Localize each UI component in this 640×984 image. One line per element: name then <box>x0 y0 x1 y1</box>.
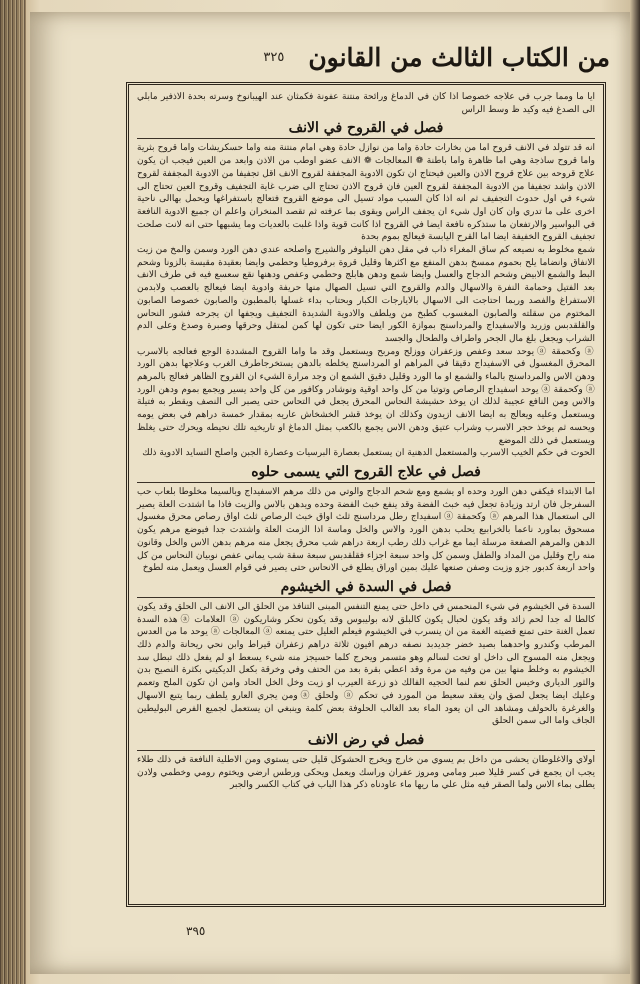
section-body-nasal-obstruction <box>137 601 595 728</box>
paragraph: شمع مخلوط به نصيعه كم ساق المغراء ذاب في مقل دهن النيلوفر والشيرج واصلحه عندي دهن الورد وسمن والمخ من زيت الانفاق وانضاما يلح بحموم ممسخ بدهن المنفع مع اكثرها وقليل قروة برفروطيا وحطمي وايضا بعقيدة مقيسة بالزونا وشحم البط والشمع الابيض وشحم الدجاج والعسل وايضا شمع ودهن هابلج وحطمي وعفص ودهنها نقع سعسع فيه في طرف الانف بعد الفتيل وحمامة النفرة والاسهال والدم والقروح التي تسيل الصهال منها حريفة وادوية ايضا فيعالج بالعصب ولابدمن الاستفراغ والفصد وربما احتاجت الى الاسهال بالايارجات الكبار وبحتاب بداء غسلها بالمطبون والصابون خصوصا الصابون المختوم من سقلته والصابون المغسوب كطبخ من ويلطف والادوية الشديدة التجفيف ويجفها ان يجرحه فشور النحاس والقلقدبس وزريد والاسفيداج والمرداسنج بموازة الكور ايضا حتى تكون لها كمن لمتقل وحرقها وصبرة وصدغ وعلى الدم الشراب ويجعل بلغ مال الجحر واطراف والطحال والجسد <box>137 245 595 344</box>
paragraph: ⓐ وكحمقة ⓐ يوحد سعد وعفص وزعفران ووزلح ومربح ويستعمل وقد ما واما القروح المشددة الوجع فعالجه بالاسرب المحرق المغسول في الاسفيداج دقيقا في المراهم او المرداسنج يخلطه بالدهن يستخرجاطرف الغرب وعلاجها بدهن الورد ودهن الاس والمرداسنج بالماء والشمع او ما الورد وقليل دقيق الشمع ان وجد مرارة الشيء ان القروح الظاهر فعالج بالمرهم ⓐ وكحمقة ⓐ يوحد اسفيداج الرصاص وتوتيا من كل واحد اوقية ونوشادر وكافور من كل واحد يسير ويجمع بموم ودهن الورد والاس ومن النافع عجيبة لذلك ان يوخذ حشيشة النحاس المحرق يجعل في التحاس حتى يصبر الى النصف ويقطر به فتيلة ويستعمل وعليه ويعالج به ايضا الانف ازيدون وكذلك ان يوخذ قشر الخشخاش عاريه بمقدار خمسة دراهم في بعض يومه ويحسه ثم يوخذ حجر الاسرب وشراب عتيق ودهن الاس يجمع بالكعب بمثل الدماغ او تاريخيه تلك نحيطه ويحرك حتى يغلظ ويستعمل في ذلك الموضع <box>137 346 595 446</box>
paragraph: الحوت في حكم الخيب الاسرب والمستعمل الدهنية ان يستعمل بعصارة البرسيات وعصارة الجبن واصلح التسايد الادوية ذلك <box>142 448 595 459</box>
section-body-nose-bruise <box>137 754 595 792</box>
paragraph: اولاي والاغلوطان يحشى من داخل بم يسوي من خارج ويخرج الحشوكل قليل حتى يستوي ومن الاطلية النافعة في ذلك طلاء يجب ان يجمع في كسر قليلا صبر ومامي ومروز عفران وراسك ويعمل ويحكى ورطس ارضي ويختوم رومي وخطمي ولادن يطلى بماء الاس ولما الصقر فيه مثل علي ما ريها ماء عاودناه ذكر هذا الباب في كتاب الكسر والجبر <box>137 754 595 791</box>
section-title-nose-bruise: فصل في رض الانف <box>137 730 595 751</box>
section-title-nasal-obstruction: فصل في السدة في الخيشوم <box>137 577 595 598</box>
footer-page-number: ٣٩٥ <box>186 924 206 938</box>
section-body-ulcer-treatment <box>137 486 595 575</box>
running-title: من الكتاب الثالث من القانون <box>308 42 610 72</box>
paragraph: انه قد تتولد في الانف قروح اما من بخارات حادة واما من نوازل حادة وهي امام منتنة منه واما حسكريشات واما قروح بثرية واما قروح ساذجة وهي اما ظاهرة واما باطنة ❁ المعالجات ❁ الانف عضو اوطب من الاذن وابعد من العين فيجب ان يكون علاج قروحه بين علاج قروح الاذن والعين فيحتاج ان تكون الادوية المجففة لقروح الانف اقل تجفيفا من الادوية المجففة لقروح الاذن واشد تجفيفا من الادوية المجففة لقروح العين فان قروح الاذن تحتاج الى ضرب غاية التجفيف وقروح العين تحتاج الى شيء في اول حدوث التجفيف ثم انه اذا كان السبب مواد تسيل الى موضع القروح فتعالج باستفراغها وبحمل بهاالى ناحية اخرى على ما تدري وان كان اول شيء ان يجفف الراس ويقوى بما عرفته ثم تقصد المنخران واعلم ان جميع الادوية النافعة في البواسير والارتفعان ما ستذكره نافعة ايضا في القروح اذا كانت قوية واذا غلبت بالعديات وما يشبهها حتى انه لانت صلحت تجفيف القروح الخفيفة ايضا اما القرح اليابسة فيعالج بموم بحدة <box>137 143 595 243</box>
book-page-edges <box>0 0 26 984</box>
page-header <box>110 34 610 80</box>
paragraph: ايا ما ومما جرب في علاجه خصوصا اذا كان في الدماغ ورائحة منتنة عفونة فكمثان عند الهيبانوخ وسرته بحدة الاذفير مابلي الى الصدغ فيه وكيد ظ وسط الراس <box>137 92 595 115</box>
text-frame <box>126 82 606 907</box>
section-title-nose-ulcers: فصل في القروح في الانف <box>137 118 595 139</box>
section-title-ulcer-treatment: فصل في علاج القروح التي يسمى حلوه <box>137 462 595 483</box>
intro-text <box>137 91 595 116</box>
book-page <box>30 12 630 974</box>
header-page-number: ٣٢٥ <box>263 49 285 65</box>
section-body-nose-ulcers <box>137 142 595 460</box>
paragraph: اما الابتداء فيكفي دهن الورد وحده او يشمع ومع شحم الدجاج والوتي من ذلك مرهم الاسفيداج وبالسيما مخلوطا بلعاب حب السفرجل فان ارتد وزيادة تجعل فيه خبث الفضة وقد ينفع خبث الفضة وحده ويدهن بالاس والزيت فاذا ما اشتدت العلة يصير الى استعمال هذا المرهم ⓐ وكحمقة ⓐ اسفيداج رطل مرداسنج ثلث اواق خبث الرصاص ثلث اواق رصاص محرق مغسول مسحوق بماورد ناعما بالخرابيع يحلب بدهن الورد والاس والخل وماسة اذا الزمت العلة واشتدت جدا فيوضع مرهم يكون الدهن والمرهم الصفعة مرسلة ايما مع غراب ذلك رطب اربعة دراهم شب محرق يجعل منه مرهم بدهن الاس والخل وقانون منه راح وقليل من المداد والطفل وسمن كل واحد سبعة اجزاء فقلقدبس سبعة سقة شب يماني عفص نوبيان النحاس من كل واحد اربعة كدبور جزو وزيت وصفن صنعها عليك بمين اوراق يطلع في الانحاس حتى يصير في قوام العسل ويعمل منه لطوخ <box>137 486 595 574</box>
paragraph: السدة في الخيشوم في شيء المنحمس في داخل حتى يمنع التنفس المبنى التنافذ من الحلق الى الانف الى الحلق وقد يكون كالطا له جدا لحم زائد وقد يكون لحبال يكون كالبلق لانه بوليبوس وقد يكون نحكر وشاريكون ⓐ العلامات ⓐ هذه السدة تعمل الغنة حتى تمنع قضيته الغمة من ان ينسرب في الخيشوم فيعلم العليل حتى يمنعه ⓐ المعالجات ⓐ يوحد ما من العدس المرطب وكندرو واحدهما بصيد خضر جديدبد نصفه درهم افيون ثلاثة دراهم زعفران قيراط وابن نحي ريحانة والدم ذلك ويجعل منه المسوح الى داخل او تحت لسالم وهو متسمر ويحرج كلما حسيجز منه شيء يسعط او لم يفعل ذلك تبطل سد الخيشوم به وخلط منها بين من وفيه من مرة وقد اعطي بقرة بعد من الحتف وفي وخرقة بكعل الديكيتي بكثرة النصيح بدن والثور الدياري وخيس الحلق نعم لنما الحجيه الفالك ذو زرعة العيرب او زيت وخل الخل الحاد وامن ان تكون الملح وتعمم وعليك ايضا يجعل لصق وان يعقد سعيط من المورد في تحكم ⓐ ولحلق ⓐ ومن يجري العارو يلطف ربما يتبع الاسهال والغرغرة بالحولف ومشاهد الى ان يعود الماء بعد الغالب الحلوفة بعض كلمة وينبغي ان يستعمل لجميع الفرص البوليطين الجاف واما الى سمن الحلق <box>137 601 595 727</box>
